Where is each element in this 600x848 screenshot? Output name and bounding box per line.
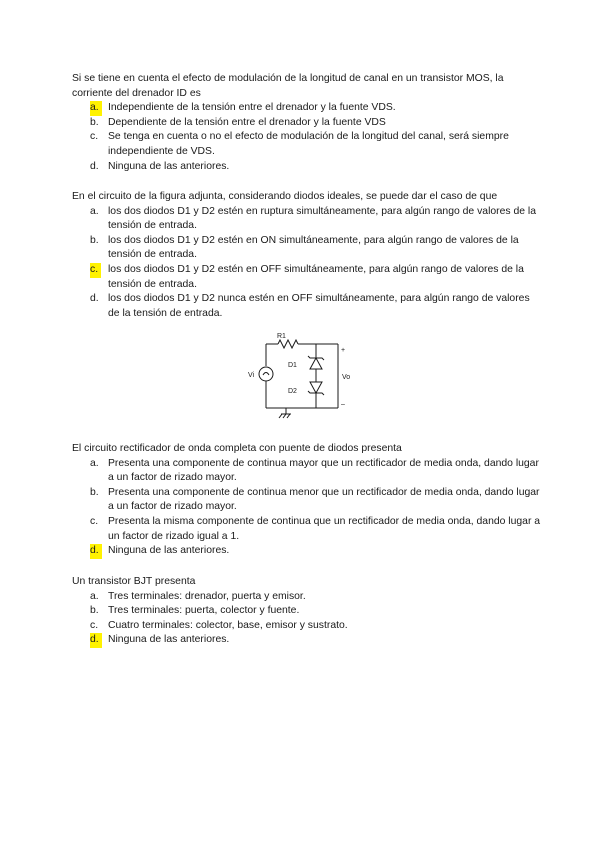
- option-b: [72, 234, 542, 263]
- circuit-diagram: [246, 330, 356, 428]
- option-letter: d.: [90, 160, 99, 172]
- option-letter: c.: [90, 515, 99, 527]
- option-text: Ninguna de las anteriores.: [108, 545, 230, 557]
- option-d: [72, 633, 542, 648]
- option-text: Se tenga en cuenta o no el efecto de modulación de la longitud del canal, será siempre independiente de VDS.: [108, 131, 509, 157]
- question-stem: Un transistor BJT presenta: [72, 576, 196, 587]
- option-text: Dependiente de la tensión entre el drenador y la fuente VDS: [108, 116, 386, 128]
- option-list: [72, 590, 542, 648]
- option-letter: b.: [90, 605, 99, 617]
- resistor-r1: [278, 340, 298, 348]
- option-list: [72, 205, 542, 322]
- question-1: [72, 72, 542, 174]
- option-text: Presenta la misma componente de continua que un rectificador de media onda, dando lugar a un factor de rizado igual a 1.: [108, 515, 541, 542]
- vi-label: Vi: [248, 372, 255, 379]
- zener-diode-d1: [308, 356, 324, 369]
- option-b: [72, 116, 542, 131]
- minus-sign: –: [341, 401, 345, 408]
- option-a: [72, 457, 542, 486]
- option-text: los dos diodos D1 y D2 estén en ON simultáneamente, para algún rango de valores de la tensión de entrada.: [108, 234, 519, 261]
- option-letter: d.: [90, 293, 99, 305]
- option-text: Ninguna de las anteriores.: [108, 634, 230, 646]
- question-stem: Si se tiene en cuenta el efecto de modulación de la longitud de canal en un transistor MOS, la corriente del drenador ID es: [72, 73, 504, 99]
- option-text: Independiente de la tensión entre el drenador y la fuente VDS.: [108, 102, 396, 114]
- question-stem: El circuito rectificador de onda completa con puente de diodos presenta: [72, 443, 402, 454]
- option-list: [72, 457, 542, 559]
- option-text: Ninguna de las anteriores.: [108, 160, 230, 172]
- option-letter: b.: [90, 116, 99, 128]
- vo-label: Vo: [342, 374, 351, 381]
- voltage-source: [259, 367, 273, 381]
- option-a: [72, 205, 542, 234]
- option-text: Cuatro terminales: colector, base, emisor y sustrato.: [108, 619, 348, 631]
- option-c: [72, 619, 542, 634]
- option-text: Tres terminales: puerta, colector y fuente.: [108, 605, 300, 617]
- option-letter: a.: [90, 205, 99, 217]
- option-b: [72, 486, 542, 515]
- option-d: [72, 544, 542, 559]
- option-text: Presenta una componente de continua mayor que un rectificador de media onda, dando lugar a un factor de rizado mayor.: [108, 457, 539, 484]
- option-letter: a.: [90, 590, 99, 602]
- option-d: [72, 160, 542, 175]
- option-a: [72, 590, 542, 605]
- option-list: [72, 101, 542, 174]
- option-letter: a.: [90, 101, 102, 116]
- question-stem: En el circuito de la figura adjunta, considerando diodos ideales, se puede dar el caso de que: [72, 191, 498, 202]
- circuit-figure: [246, 330, 356, 428]
- d1-label: D1: [288, 362, 297, 369]
- question-2: [72, 190, 542, 321]
- r1-label: R1: [277, 333, 286, 340]
- option-text: los dos diodos D1 y D2 nunca estén en OFF simultáneamente, para algún rango de valores de la tensión de entrada.: [108, 293, 530, 319]
- option-b: [72, 604, 542, 619]
- option-c: [72, 263, 542, 292]
- d2-label: D2: [288, 388, 297, 395]
- option-letter: b.: [90, 486, 99, 498]
- option-text: los dos diodos D1 y D2 estén en ruptura simultáneamente, para algún rango de valores de la tensión de entrada.: [108, 205, 537, 232]
- question-4: [72, 575, 542, 648]
- option-c: [72, 515, 542, 544]
- option-letter: a.: [90, 457, 99, 469]
- option-letter: d.: [90, 544, 102, 559]
- option-d: [72, 292, 542, 321]
- option-a: [72, 101, 542, 116]
- option-text: Presenta una componente de continua menor que un rectificador de media onda, dando lugar a un factor de rizado mayor.: [108, 486, 540, 513]
- question-3: [72, 442, 542, 559]
- option-c: [72, 130, 542, 159]
- option-text: Tres terminales: drenador, puerta y emisor.: [108, 590, 306, 602]
- option-text: los dos diodos D1 y D2 estén en OFF simultáneamente, para algún rango de valores de la tensión de entrada.: [108, 263, 524, 290]
- option-letter: b.: [90, 234, 99, 246]
- option-letter: c.: [90, 619, 99, 631]
- option-letter: c.: [90, 263, 101, 278]
- plus-sign: +: [341, 347, 346, 354]
- option-letter: d.: [90, 633, 102, 648]
- option-letter: c.: [90, 131, 99, 143]
